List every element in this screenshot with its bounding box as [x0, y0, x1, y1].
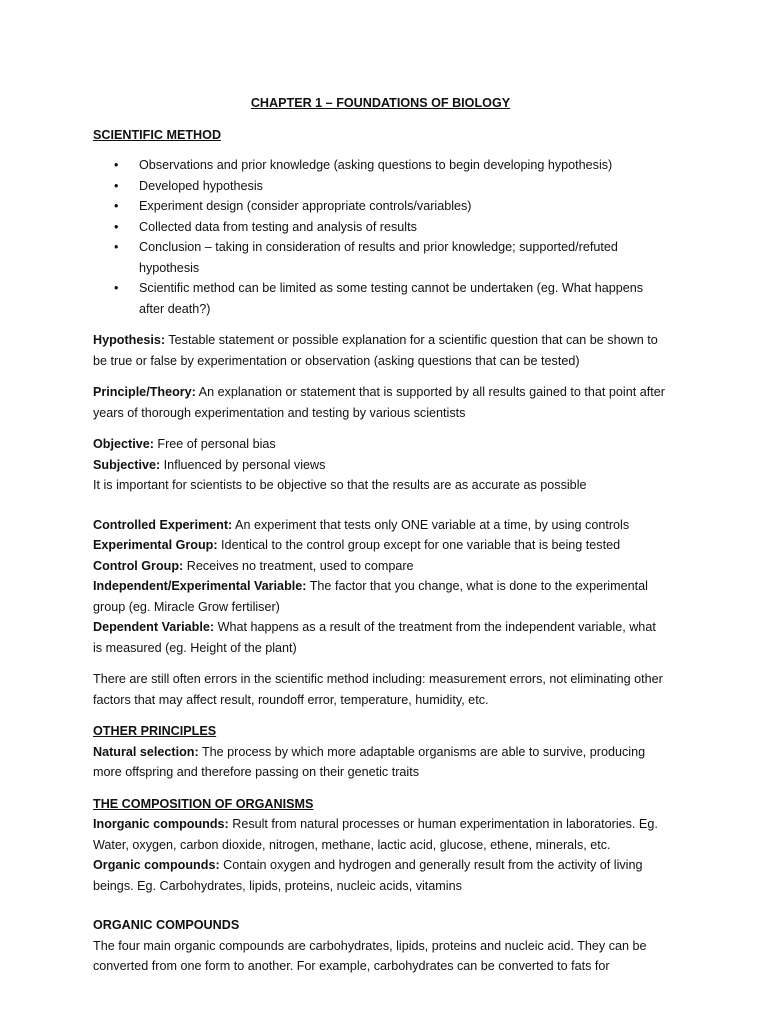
natural-selection-definition — [93, 742, 668, 783]
term-label: Dependent Variable: — [93, 620, 215, 634]
definition-text: Influenced by personal views — [160, 457, 326, 472]
inorganic-compounds-definition — [93, 814, 668, 855]
term-label: Independent/Experimental Variable: — [93, 579, 307, 593]
controlled-experiment-definition — [93, 515, 668, 536]
definition-text: Receives no treatment, used to compare — [183, 558, 414, 573]
section-heading-other-principles: OTHER PRINCIPLES — [93, 724, 217, 738]
list-item: • Observations and prior knowledge (asking questions to begin developing hypothesis) — [93, 155, 668, 176]
control-group-definition — [93, 556, 668, 577]
experiment-definitions-block — [93, 515, 668, 659]
principle-definition — [93, 382, 668, 423]
subjective-definition — [93, 455, 668, 476]
organic-compounds-section — [93, 915, 668, 977]
term-label: Objective: — [93, 437, 154, 451]
definition-text: Result from natural processes or human experimentation in laboratories. Eg. Water, oxygen, carbon dioxide, nitrogen, methane, lactic acid, glucose, ethene, minerals, etc. — [93, 817, 658, 852]
errors-note: There are still often errors in the scientific method including: measurement errors, not eliminating other factors that may affect result, roundoff error, temperature, humidity, etc. — [93, 672, 663, 707]
list-item: • Conclusion – taking in consideration of results and prior knowledge; supported/refuted hypothesis — [93, 237, 668, 278]
definition-text: Testable statement or possible explanation for a scientific question that can be shown to be true or false by experimentation or observation (asking questions that can be tested) — [93, 333, 658, 368]
term-label: Natural selection: — [93, 744, 199, 759]
term-label: Experimental Group: — [93, 538, 218, 552]
list-item: • Experiment design (consider appropriate controls/variables) — [93, 196, 668, 217]
definition-text: Identical to the control group except for one variable that is being tested — [217, 538, 621, 552]
definition-text: An explanation or statement that is supported by all results gained to that point after years of thorough experimentation and testing by various scientists — [93, 385, 665, 420]
definition-text: Contain oxygen and hydrogen and generally result from the activity of living beings. Eg. Carbohydrates, lipids, proteins, nucleic acids, vitamins — [93, 858, 643, 893]
page-title: CHAPTER 1 – FOUNDATIONS OF BIOLOGY — [250, 96, 511, 110]
section-heading-scientific-method: SCIENTIFIC METHOD — [93, 127, 222, 142]
hypothesis-definition — [93, 330, 668, 371]
dependent-variable-definition — [93, 617, 668, 658]
section-heading-organic-compounds: ORGANIC COMPOUNDS — [93, 918, 240, 932]
organic-compounds-definition — [93, 855, 668, 896]
definition-text: Free of personal bias — [153, 437, 276, 451]
list-item: • Collected data from testing and analysis of results — [93, 217, 668, 238]
term-label: Organic compounds: — [93, 858, 220, 872]
list-item: • Scientific method can be limited as some testing cannot be undertaken (eg. What happens after death?) — [93, 278, 668, 319]
objective-subjective-block — [93, 434, 668, 496]
term-label: Control Group: — [93, 558, 184, 573]
other-principles-section — [93, 721, 668, 783]
experimental-group-definition — [93, 535, 668, 556]
list-item: • Developed hypothesis — [93, 176, 668, 197]
scientific-method-list — [93, 155, 668, 319]
term-label: Controlled Experiment: — [93, 517, 233, 532]
term-label: Hypothesis: — [93, 333, 166, 347]
composition-section — [93, 794, 668, 897]
term-label: Principle/Theory: — [93, 385, 196, 399]
section-heading-composition: THE COMPOSITION OF ORGANISMS — [93, 796, 314, 811]
definition-text: What happens as a result of the treatment from the independent variable, what is measured (eg. Height of the plant) — [93, 620, 656, 655]
organic-compounds-text: The four main organic compounds are carbohydrates, lipids, proteins and nucleic acid. They can be converted from one form to another. For example, carbohydrates can be converted to fats for — [93, 938, 647, 973]
definition-text: The process by which more adaptable organisms are able to survive, producing more offspring and therefore passing on their genetic traits — [93, 744, 646, 779]
objective-note: It is important for scientists to be objective so that the results are as accurate as possible — [93, 478, 587, 492]
objective-definition — [93, 434, 668, 455]
definition-text: The factor that you change, what is done to the experimental group (eg. Miracle Grow fertiliser) — [93, 579, 648, 614]
independent-variable-definition — [93, 576, 668, 617]
term-label: Subjective: — [93, 457, 161, 472]
term-label: Inorganic compounds: — [93, 817, 229, 831]
definition-text: An experiment that tests only ONE variable at a time, by using controls — [232, 517, 630, 532]
